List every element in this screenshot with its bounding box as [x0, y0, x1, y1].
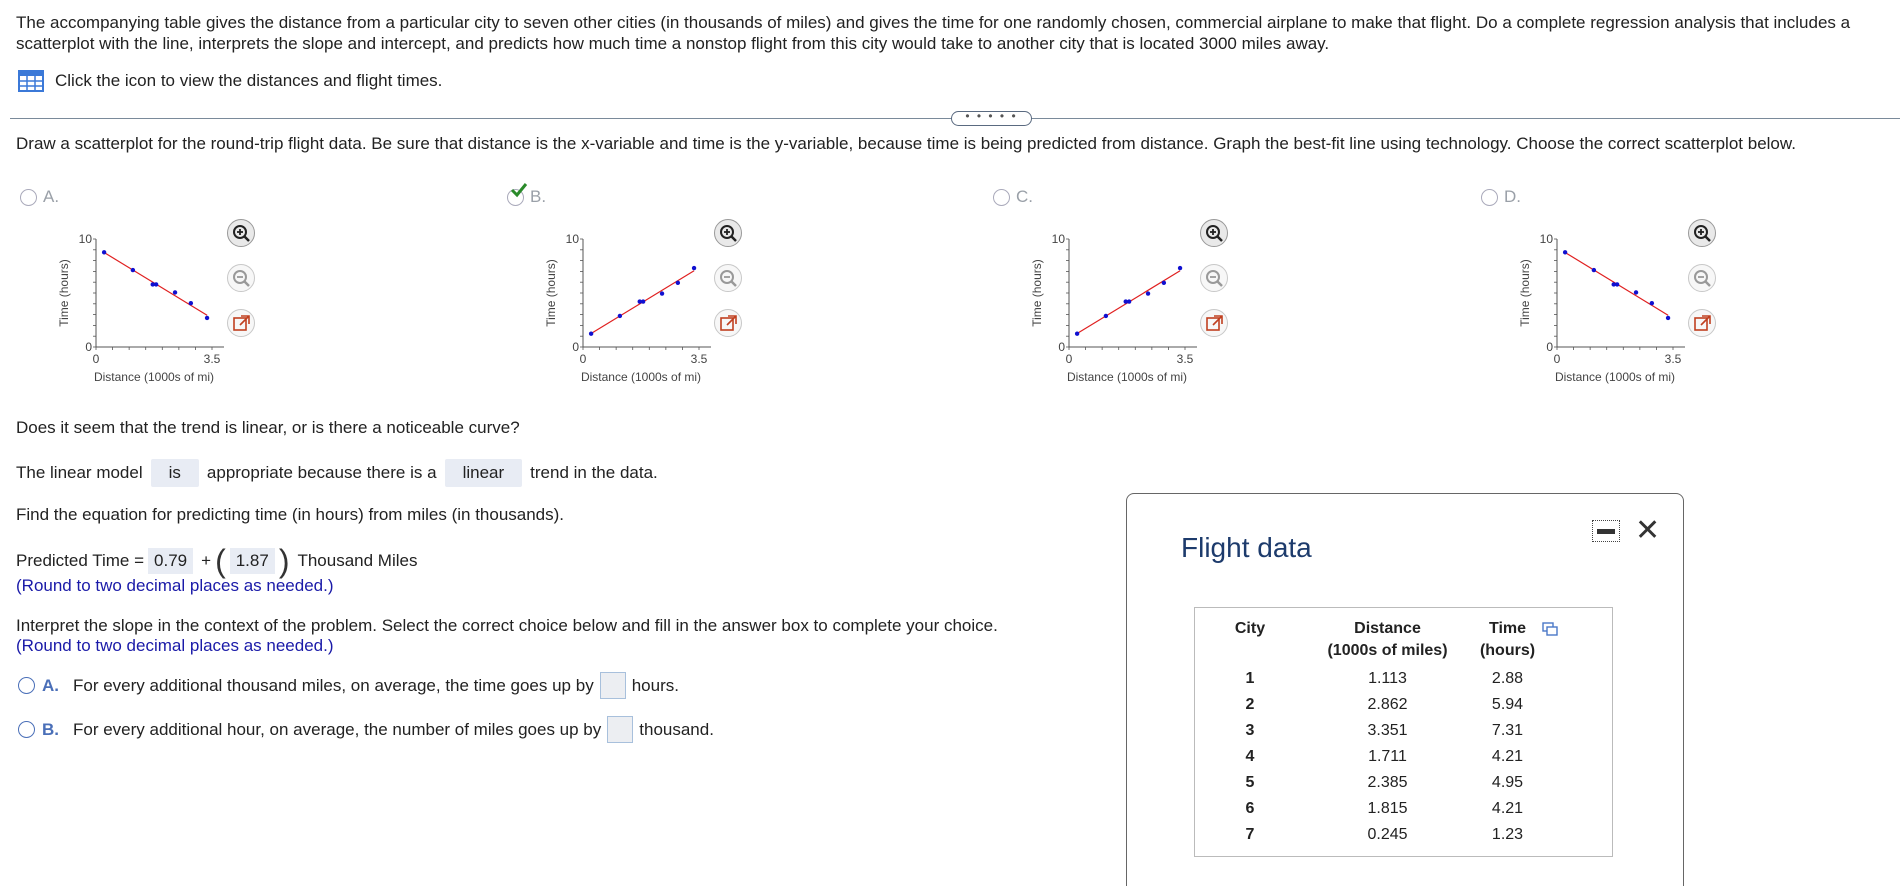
- y-axis-label: Time (hours): [1518, 259, 1532, 327]
- table-row: [1195, 692, 1612, 718]
- y-tick-label-bottom: 0: [572, 340, 579, 354]
- table-header: Time (hours): [1479, 620, 1536, 659]
- choice-a-unit: hours.: [631, 675, 679, 695]
- rounding-hint-2: (Round to two decimal places as needed.): [16, 636, 334, 655]
- zoom-in-button[interactable]: [1200, 219, 1228, 247]
- y-axis-label: Time (hours): [544, 259, 558, 327]
- city-cell: 1: [1245, 670, 1255, 687]
- data-point: [102, 250, 106, 254]
- right-paren: ): [278, 543, 290, 579]
- table-row: [1195, 770, 1612, 796]
- data-point: [189, 301, 193, 305]
- plot-axes: [583, 239, 711, 347]
- table-row: [1195, 796, 1612, 822]
- expand-icon: [232, 314, 251, 333]
- time-cell: 4.21: [1491, 748, 1524, 765]
- linear-model-sentence: [16, 459, 658, 487]
- data-point: [1075, 332, 1079, 336]
- zoom-out-button[interactable]: [714, 264, 742, 292]
- flight-data-table: [1194, 607, 1613, 857]
- x-tick-label-left: 0: [92, 352, 100, 366]
- answer-dropdown-is[interactable]: is: [151, 459, 199, 487]
- equation-suffix: Thousand Miles: [297, 551, 418, 570]
- data-point: [205, 316, 209, 320]
- data-point: [1666, 316, 1670, 320]
- zoom-in-button[interactable]: [227, 219, 255, 247]
- x-axis-label: Distance (1000s of mi): [93, 370, 215, 384]
- minimize-icon[interactable]: [1592, 520, 1620, 542]
- checkmark-icon: [510, 182, 528, 198]
- table-icon[interactable]: [18, 70, 44, 92]
- data-point: [1615, 282, 1619, 286]
- plot-axes: [1069, 239, 1197, 347]
- spacer-cell: [1545, 666, 1612, 692]
- time-cell: 2.88: [1491, 670, 1524, 687]
- choice-b[interactable]: [18, 716, 714, 743]
- choice-b-letter: B.: [42, 719, 59, 739]
- spacer-cell: [1545, 744, 1612, 770]
- choice-a-radio[interactable]: [18, 677, 35, 694]
- question-equation: Find the equation for predicting time (in hours) from miles (in thousands).: [16, 505, 565, 524]
- data-point: [1563, 250, 1567, 254]
- x-tick-label-right: 3.5: [1176, 352, 1194, 366]
- question-linearity: Does it seem that the trend is linear, or is there a noticeable curve?: [16, 418, 520, 437]
- y-tick-label-bottom: 0: [85, 340, 92, 354]
- data-point: [1104, 314, 1108, 318]
- x-tick-label-right: 3.5: [690, 352, 708, 366]
- data-point: [1127, 299, 1131, 303]
- city-cell: 2: [1245, 696, 1255, 713]
- time-cell: 4.95: [1491, 774, 1524, 791]
- x-tick-label-right: 3.5: [1664, 352, 1682, 366]
- spacer-cell: [1545, 822, 1612, 848]
- data-point: [692, 266, 696, 270]
- choice-a-text: For every additional thousand miles, on average, the time goes up by: [73, 675, 594, 695]
- data-point: [1178, 266, 1182, 270]
- data-point: [1634, 290, 1638, 294]
- data-point: [131, 268, 135, 272]
- data-point: [641, 299, 645, 303]
- plus-sign: +: [201, 551, 212, 570]
- choice-a-input[interactable]: [600, 672, 626, 699]
- zoom-in-button[interactable]: [1688, 219, 1716, 247]
- equation-label: Predicted Time =: [16, 551, 145, 570]
- table-header: City: [1234, 620, 1266, 637]
- rounding-hint: (Round to two decimal places as needed.): [16, 576, 334, 595]
- question-scatterplot: Draw a scatterplot for the round-trip flight data. Be sure that distance is the x-variable and time is the y-variable, because time is being predicted from distance. Graph the best-fit line using technology. Choose the correct scatterplot below.: [16, 134, 1796, 153]
- choice-b-input[interactable]: [607, 716, 633, 743]
- y-tick-label-top: 10: [1051, 232, 1065, 246]
- y-tick-label-top: 10: [78, 232, 92, 246]
- linear-model-suffix: trend in the data.: [530, 463, 658, 482]
- time-cell: 7.31: [1491, 722, 1524, 739]
- city-cell: 5: [1245, 774, 1255, 791]
- zoom-out-button[interactable]: [1200, 264, 1228, 292]
- question-slope-interpret: Interpret the slope in the context of the problem. Select the correct choice below and fill in the answer box to complete your choice.: [16, 616, 998, 635]
- choice-a-letter: A.: [42, 675, 59, 695]
- choice-b-unit: thousand.: [639, 719, 714, 739]
- x-tick-label-right: 3.5: [203, 352, 221, 366]
- distance-cell: 2.385: [1367, 774, 1408, 791]
- answer-dropdown-linear[interactable]: linear: [445, 459, 523, 487]
- linear-model-middle: appropriate because there is a: [206, 463, 437, 482]
- intercept-input[interactable]: 0.79: [148, 548, 193, 574]
- table-header: Distance (1000s of miles): [1327, 620, 1448, 659]
- distance-cell: 1.113: [1368, 670, 1407, 687]
- data-point: [660, 291, 664, 295]
- scatterplot-0: [32, 228, 232, 388]
- left-paren: (: [215, 543, 226, 579]
- zoom-out-button[interactable]: [227, 264, 255, 292]
- data-point: [676, 281, 680, 285]
- distance-cell: 2.862: [1367, 696, 1408, 713]
- copy-icon[interactable]: [1542, 622, 1558, 636]
- data-point: [1592, 268, 1596, 272]
- plot-axes: [96, 239, 224, 347]
- data-point: [173, 290, 177, 294]
- city-cell: 3: [1245, 722, 1255, 739]
- table-link-label[interactable]: Click the icon to view the distances and flight times.: [55, 71, 443, 90]
- expand-button[interactable]: [1688, 309, 1716, 337]
- data-point: [618, 314, 622, 318]
- data-point: [1162, 281, 1166, 285]
- spacer-cell: [1545, 692, 1612, 718]
- zoom-in-icon: [1693, 224, 1712, 243]
- distance-cell: 0.245: [1367, 826, 1408, 843]
- spacer-cell: [1545, 718, 1612, 744]
- y-axis-label: Time (hours): [57, 259, 71, 327]
- scatterplot-1: [519, 228, 719, 388]
- choice-b-radio[interactable]: [18, 721, 35, 738]
- expand-icon: [719, 314, 738, 333]
- table-header-spacer: [1545, 608, 1612, 666]
- zoom-in-icon: [232, 224, 251, 243]
- table-row: [1195, 666, 1612, 692]
- panel-title: Flight data: [1181, 532, 1312, 563]
- time-cell: 1.23: [1491, 826, 1524, 843]
- divider-handle[interactable]: • • • • •: [951, 111, 1032, 126]
- y-axis-label: Time (hours): [1030, 259, 1044, 327]
- table-row: [1195, 718, 1612, 744]
- spacer-cell: [1545, 796, 1612, 822]
- city-cell: 6: [1245, 800, 1255, 817]
- data-point: [1146, 291, 1150, 295]
- plot-option-radio[interactable]: [1481, 189, 1498, 206]
- expand-icon: [1205, 314, 1224, 333]
- plot-option-radio[interactable]: [993, 189, 1010, 206]
- spacer-cell: [1545, 770, 1612, 796]
- plot-option-letter: D.: [1504, 187, 1521, 206]
- y-tick-label-top: 10: [1539, 232, 1553, 246]
- distance-cell: 1.815: [1367, 800, 1408, 817]
- expand-button[interactable]: [714, 309, 742, 337]
- linear-model-prefix: The linear model: [16, 463, 143, 482]
- city-cell: 4: [1245, 748, 1255, 765]
- plot-axes: [1557, 239, 1685, 347]
- y-tick-label-bottom: 0: [1058, 340, 1065, 354]
- city-cell: 7: [1245, 826, 1255, 843]
- plot-option-radio[interactable]: [507, 189, 524, 206]
- zoom-in-icon: [719, 224, 738, 243]
- x-tick-label-left: 0: [579, 352, 587, 366]
- choice-a[interactable]: [18, 672, 679, 699]
- x-axis-label: Distance (1000s of mi): [1066, 370, 1188, 384]
- choice-b-text: For every additional hour, on average, the number of miles goes up by: [73, 719, 602, 739]
- scatterplot-3: [1493, 228, 1693, 388]
- plot-option-letter: C.: [1016, 187, 1033, 206]
- time-cell: 5.94: [1491, 696, 1524, 713]
- expand-button[interactable]: [1200, 309, 1228, 337]
- zoom-out-icon: [719, 269, 738, 288]
- distance-cell: 1.711: [1368, 748, 1407, 765]
- plot-option-radio[interactable]: [20, 189, 37, 206]
- plot-option-1[interactable]: [507, 187, 546, 207]
- distance-cell: 3.351: [1367, 722, 1408, 739]
- zoom-out-icon: [1693, 269, 1712, 288]
- table-row: [1195, 822, 1612, 848]
- scatterplot-2: [1005, 228, 1205, 388]
- plot-option-2[interactable]: [993, 187, 1033, 207]
- problem-intro: The accompanying table gives the distance from a particular city to seven other cities (in thousands of miles) and gives the time for one randomly chosen, commercial airplane to make that flight. Do a complete regression analysis that includes a scatterplot with the line, interprets the slope and intercept, and predicts how much time a nonstop flight from this city would take to another city that is located 3000 miles away.: [16, 13, 1851, 53]
- close-icon[interactable]: ✕: [1635, 514, 1661, 547]
- table-link[interactable]: [18, 70, 442, 92]
- zoom-in-icon: [1205, 224, 1224, 243]
- expand-icon: [1693, 314, 1712, 333]
- x-tick-label-left: 0: [1065, 352, 1073, 366]
- plot-option-letter: A.: [43, 187, 60, 206]
- data-point: [154, 282, 158, 286]
- plot-option-letter: B.: [530, 187, 547, 206]
- x-tick-label-left: 0: [1553, 352, 1561, 366]
- y-tick-label-bottom: 0: [1546, 340, 1553, 354]
- data-point: [589, 332, 593, 336]
- zoom-out-icon: [232, 269, 251, 288]
- zoom-out-button[interactable]: [1688, 264, 1716, 292]
- time-cell: 4.21: [1491, 800, 1524, 817]
- table-row: [1195, 744, 1612, 770]
- plot-option-3[interactable]: [1481, 187, 1521, 207]
- x-axis-label: Distance (1000s of mi): [580, 370, 702, 384]
- zoom-in-button[interactable]: [714, 219, 742, 247]
- prediction-equation: [16, 543, 418, 579]
- expand-button[interactable]: [227, 309, 255, 337]
- x-axis-label: Distance (1000s of mi): [1554, 370, 1676, 384]
- zoom-out-icon: [1205, 269, 1224, 288]
- y-tick-label-top: 10: [565, 232, 579, 246]
- slope-input[interactable]: 1.87: [230, 548, 275, 574]
- plot-option-0[interactable]: [20, 187, 59, 207]
- data-point: [1650, 301, 1654, 305]
